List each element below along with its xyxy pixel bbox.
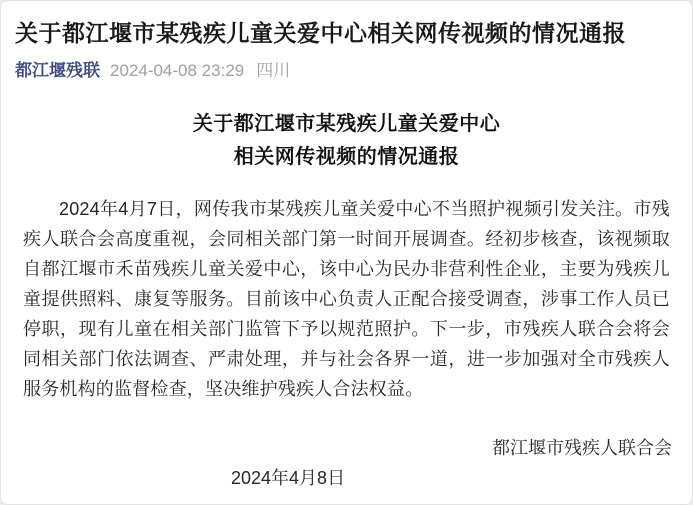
publish-location: 四川 <box>256 61 291 80</box>
notice-signature: 都江堰市残疾人联合会 <box>492 438 672 458</box>
source-account-link[interactable]: 都江堰残联 <box>15 61 100 80</box>
notice-date: 2024年4月8日 <box>231 468 346 488</box>
byline <box>1 49 692 83</box>
article-title: 关于都江堰市某残疾儿童关爱中心相关网传视频的情况通报 <box>15 20 626 46</box>
notice-body-paragraph: 2024年4月7日，网传我市某残疾儿童关爱中心不当照护视频引发关注。市残疾人联合会高度重视，会同相关部门第一时间开展调查。经初步核查，该视频取自都江堰市禾苗残疾儿童关爱中心，该中心为民办非营利性企业，主要为残疾儿童提供照料、康复等服务。目前该中心负责人正配合接受调查，涉事工作人员已停职，现有儿童在相关部门监管下予以规范照护。下一步，市残疾人联合会将会同相关部门依法调查、严肃处理，并与社会各界一道，进一步加强对全市残疾人服务机构的监督检查，坚决维护残疾人合法权益。 <box>23 199 670 399</box>
notice-heading <box>1 108 692 174</box>
publish-timestamp: 2024-04-08 23:29 <box>110 61 245 80</box>
notice-heading-line2: 相关网传视频的情况通报 <box>233 146 460 168</box>
notice-heading-line1: 关于都江堰市某残疾儿童关爱中心 <box>192 113 501 135</box>
